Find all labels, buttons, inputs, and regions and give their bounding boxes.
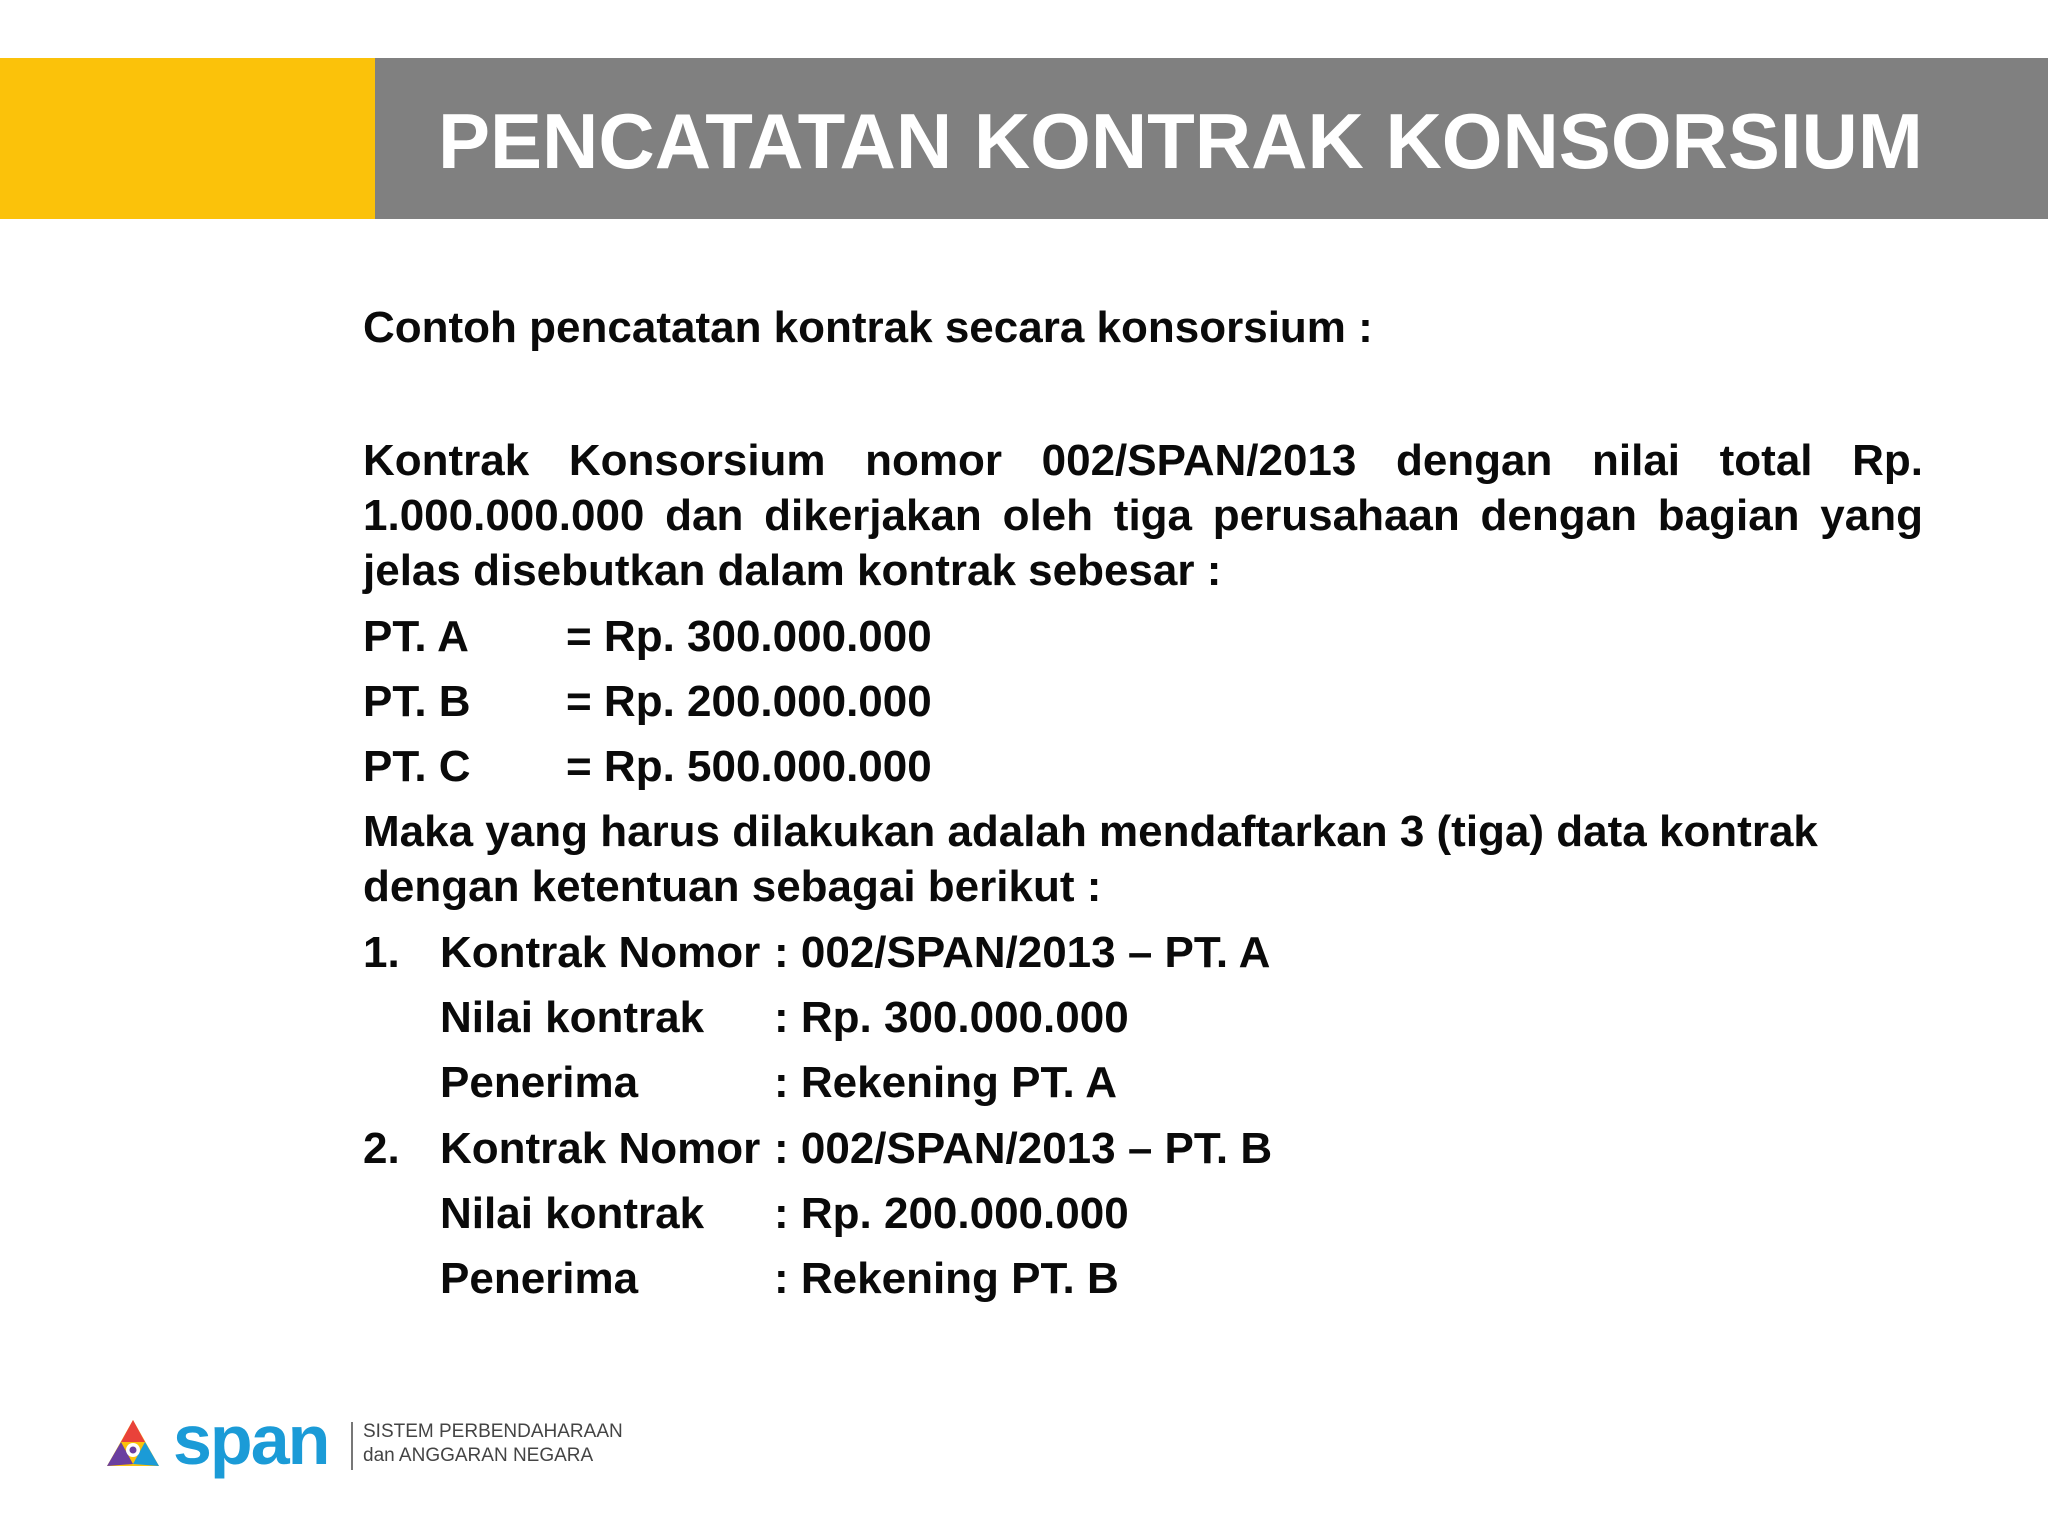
share-company: PT. A bbox=[363, 612, 469, 661]
item-recipient-label: Penerima bbox=[440, 1058, 639, 1107]
item-value-line bbox=[440, 990, 1129, 1046]
item-value-value: : Rp. 300.000.000 bbox=[774, 993, 1129, 1042]
intro-text: Contoh pencatatan kontrak secara konsorsium : bbox=[363, 303, 1373, 352]
title-bar bbox=[0, 58, 2048, 219]
item-contract-line bbox=[440, 925, 1270, 981]
item-recipient-line bbox=[440, 1251, 1119, 1307]
item-recipient-line bbox=[440, 1055, 1117, 1111]
item-contract-label: Kontrak Nomor bbox=[440, 1124, 761, 1173]
conclusion-text: Maka yang harus dilakukan adalah mendaftarkan 3 (tiga) data kontrak dengan ketentuan sebagai berikut : bbox=[363, 807, 1818, 911]
footer-logo bbox=[105, 1401, 625, 1490]
item-contract-value: : 002/SPAN/2013 – PT. B bbox=[774, 1124, 1273, 1173]
share-amount: = Rp. 300.000.000 bbox=[566, 612, 932, 661]
title-accent-block bbox=[0, 58, 375, 219]
share-amount: = Rp. 200.000.000 bbox=[566, 677, 932, 726]
item-recipient-value: : Rekening PT. B bbox=[774, 1254, 1119, 1303]
logo-divider bbox=[351, 1422, 353, 1470]
item-recipient-value: : Rekening PT. A bbox=[774, 1058, 1118, 1107]
slide-title: PENCATATAN KONTRAK KONSORSIUM bbox=[438, 97, 1923, 185]
contract-paragraph: Kontrak Konsorsium nomor 002/SPAN/2013 dengan nilai total Rp. 1.000.000.000 dan dikerjakan oleh tiga perusahaan dengan bagian yang jelas disebutkan dalam kontrak sebesar : bbox=[363, 436, 1923, 595]
share-row bbox=[363, 739, 932, 795]
share-row bbox=[363, 674, 932, 730]
item-value-label: Nilai kontrak bbox=[440, 1189, 705, 1238]
span-logo-icon bbox=[105, 1418, 161, 1470]
item-value-value: : Rp. 200.000.000 bbox=[774, 1189, 1129, 1238]
logo-tagline bbox=[363, 1420, 623, 1468]
tagline-line-1: SISTEM PERBENDAHARAAN bbox=[363, 1421, 623, 1442]
logo-wordmark: span bbox=[173, 1401, 329, 1479]
item-contract-label: Kontrak Nomor bbox=[440, 928, 761, 977]
item-contract-value: : 002/SPAN/2013 – PT. A bbox=[774, 928, 1271, 977]
share-amount: = Rp. 500.000.000 bbox=[566, 742, 932, 791]
item-number: 2. bbox=[363, 1124, 400, 1173]
share-company: PT. C bbox=[363, 742, 471, 791]
item-recipient-label: Penerima bbox=[440, 1254, 639, 1303]
item-contract-line bbox=[440, 1121, 1272, 1177]
share-company: PT. B bbox=[363, 677, 471, 726]
item-value-line bbox=[440, 1186, 1129, 1242]
tagline-line-2: dan ANGGARAN NEGARA bbox=[363, 1445, 594, 1466]
item-number: 1. bbox=[363, 928, 400, 977]
share-row bbox=[363, 609, 932, 665]
item-value-label: Nilai kontrak bbox=[440, 993, 705, 1042]
